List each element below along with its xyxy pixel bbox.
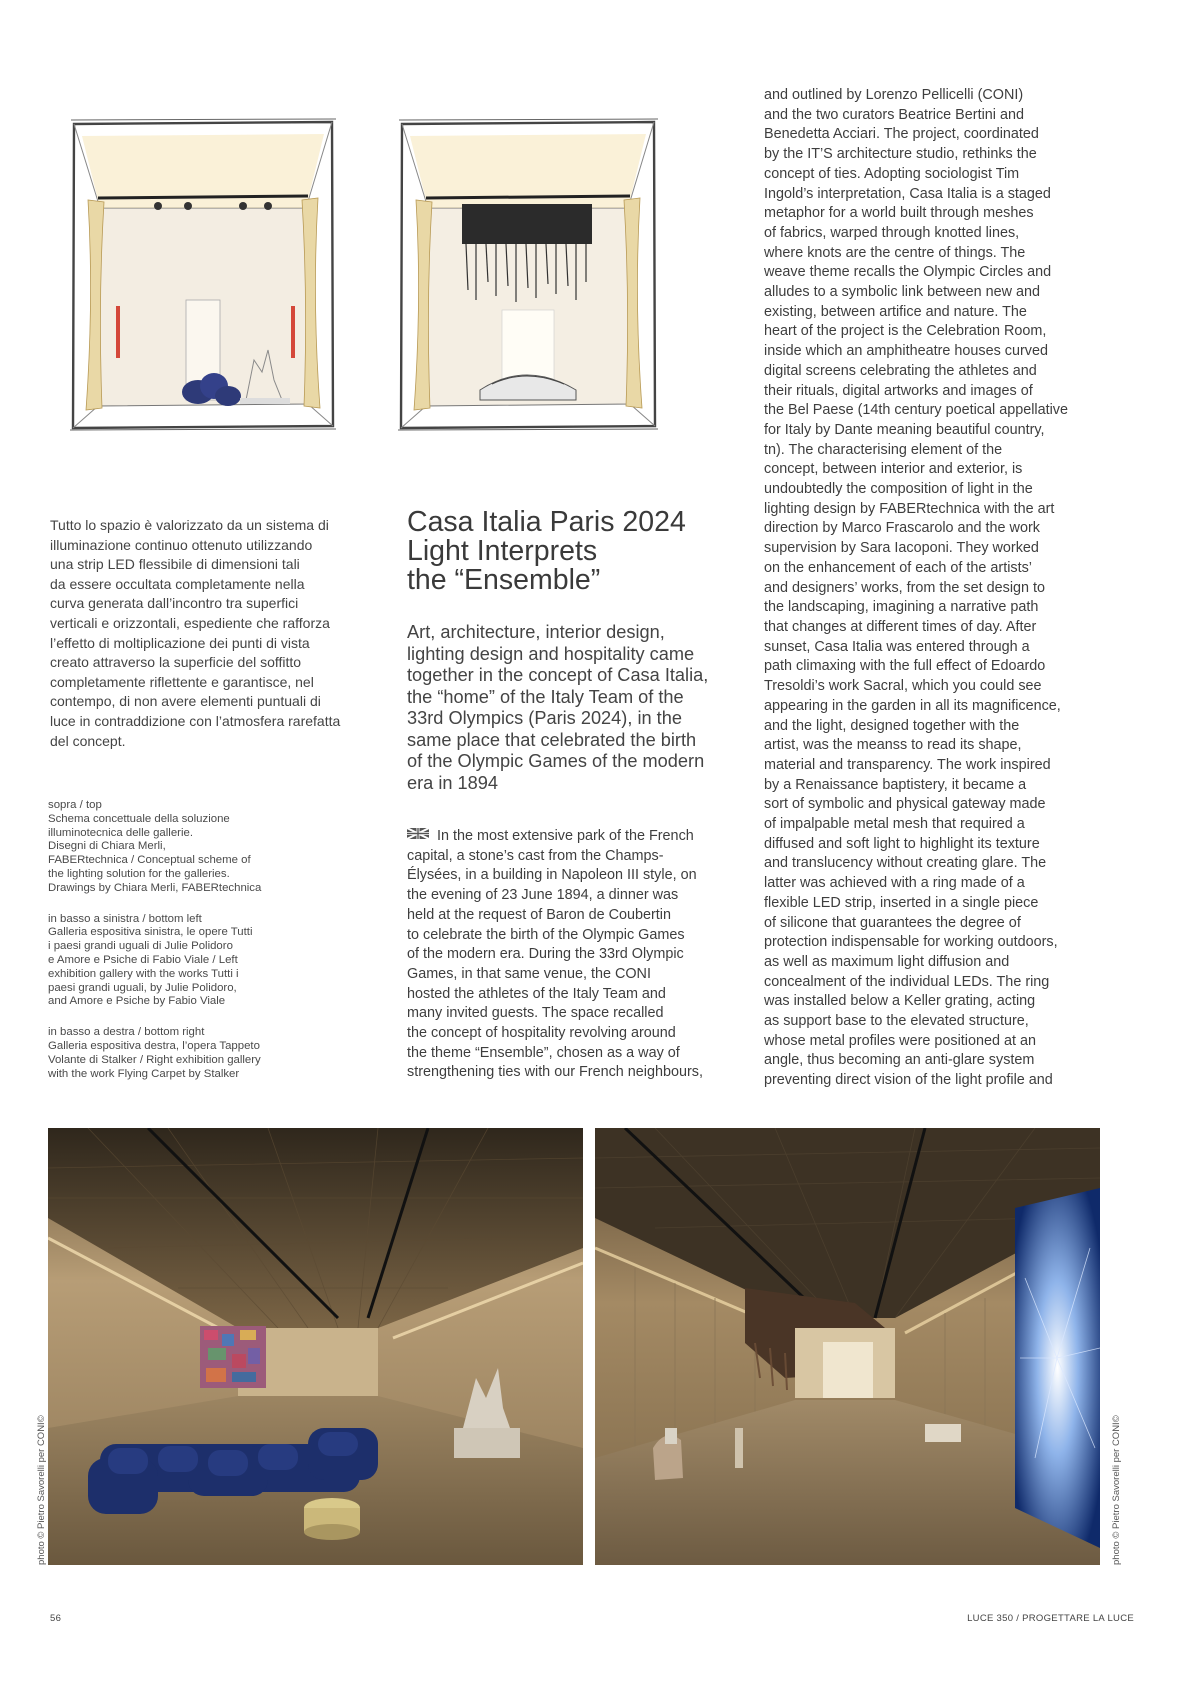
photo-right-gallery	[595, 1128, 1100, 1565]
body-line: the Bel Paese (14th century poetical appellative	[764, 402, 1068, 419]
running-footer: LUCE 350 / PROGETTARE LA LUCE	[967, 1613, 1134, 1624]
body-line: lighting design by FABERtechnica with the art	[764, 500, 1055, 517]
body-line: concealment of the individual LEDs. The ring	[764, 973, 1050, 990]
body-line: concept of ties. Adopting sociologist Tim	[764, 165, 1020, 182]
body-line: digital screens celebrating the athletes and	[764, 362, 1037, 379]
body-line: appearing in the garden in all its magnificence,	[764, 697, 1061, 714]
sketch-right-gallery	[396, 110, 660, 432]
standfirst-line: of the Olympic Games of the modern	[407, 751, 705, 771]
title-line: Light Interprets	[407, 535, 598, 567]
caption-line: i paesi grandi uguali di Julie Polidoro	[48, 940, 233, 953]
body-line: of fabrics, warped through knotted lines,	[764, 224, 1020, 241]
body-line: where knots are the centre of things. The	[764, 244, 1026, 261]
body-line: protection indispensable for working outdoors,	[764, 934, 1058, 951]
body-line: of impalpable metal mesh that required a	[764, 816, 1025, 833]
intro-italian	[50, 516, 380, 751]
caption-line: illuminotecnica delle gallerie.	[48, 826, 193, 839]
body-line: Benedetta Acciari. The project, coordinated	[764, 126, 1039, 143]
body-line: undoubtedly the composition of light in the	[764, 481, 1033, 498]
caption-line: in basso a destra / bottom right	[48, 1026, 205, 1039]
body-line: of silicone that guarantees the degree of	[764, 914, 1021, 931]
body-line	[407, 827, 747, 847]
caption-line: and Amore e Psiche by Fabio Viale	[48, 995, 226, 1008]
body-line: Games, in that same venue, the CONI	[407, 965, 651, 982]
body-column-middle	[407, 827, 747, 1083]
body-line: tn). The characterising element of the	[764, 441, 1003, 458]
intro-it-line: creato attraverso la superficie del soffitto	[50, 654, 302, 671]
caption-line: exhibition gallery with the works Tutti i	[48, 967, 239, 980]
body-line: flexible LED strip, inserted in a single piece	[764, 894, 1039, 911]
standfirst-line: era in 1894	[407, 772, 499, 793]
body-line: artist, was the meanss to read its shape,	[764, 737, 1022, 754]
standfirst-line: Art, architecture, interior design,	[407, 622, 665, 642]
body-line: preventing direct vision of the light profile and	[764, 1072, 1053, 1089]
uk-flag-icon	[407, 828, 429, 839]
photo-credit-right: photo © Pietro Savorelli per CONI©	[1111, 1415, 1122, 1565]
intro-it-line: da essere occultata completamente nella	[50, 575, 305, 592]
intro-it-line: completamente riflettente e garantisce, nel	[50, 673, 314, 690]
caption-line: Galleria espositiva destra, l’opera Tappeto	[48, 1039, 260, 1052]
body-line: as well as maximum light diffusion and	[764, 953, 1010, 970]
body-line: as support base to the elevated structure,	[764, 1013, 1029, 1030]
body-line: and designers’ works, from the set design to	[764, 579, 1046, 596]
intro-it-line: verticali e orizzontali, espediente che rafforza	[50, 614, 330, 631]
body-line: material and transparency. The work inspired	[764, 756, 1051, 773]
page-number: 56	[50, 1613, 62, 1624]
body-line: many invited guests. The space recalled	[407, 1005, 664, 1022]
caption-line: Drawings by Chiara Merli, FABERtechnica	[48, 881, 262, 894]
body-line: the landscaping, imagining a narrative path	[764, 599, 1039, 616]
body-line: sunset, Casa Italia was entered through a	[764, 638, 1030, 655]
body-line: Ingold’s interpretation, Casa Italia is a staged	[764, 185, 1051, 202]
body-line: alludes to a symbolic link between new and	[764, 284, 1040, 301]
title-line: Casa Italia Paris 2024	[407, 506, 686, 538]
body-line: concept, between interior and exterior, is	[764, 461, 1023, 478]
standfirst-line: together in the concept of Casa Italia,	[407, 665, 709, 685]
caption-line: FABERtechnica / Conceptual scheme of	[48, 854, 251, 867]
body-line: direction by Marco Frascarolo and the work	[764, 520, 1040, 537]
caption-line: Disegni di Chiara Merli,	[48, 840, 166, 853]
caption-line: Galleria espositiva sinistra, le opere Tutti	[48, 926, 253, 939]
intro-it-line: curva generata dall’incontro tra superfici	[50, 595, 299, 612]
caption-line: with the work Flying Carpet by Stalker	[48, 1067, 240, 1080]
body-line: of the modern era. During the 33rd Olympic	[407, 946, 684, 963]
caption-line: the lighting solution for the galleries.	[48, 867, 230, 880]
standfirst-line: same place that celebrated the birth	[407, 729, 697, 750]
body-line: path climaxing with the full effect of Edoardo	[764, 658, 1046, 675]
body-line: and the two curators Beatrice Bertini and	[764, 106, 1024, 123]
article-title	[407, 508, 747, 595]
standfirst-line: lighting design and hospitality came	[407, 643, 695, 664]
body-line: whose metal profiles were positioned at an	[764, 1032, 1036, 1049]
intro-it-line: illuminazione continuo ottenuto utilizzando	[50, 536, 313, 553]
intro-it-line: Tutto lo spazio è valorizzato da un sistema di	[50, 517, 329, 533]
body-line: and translucency without creating glare. The	[764, 855, 1047, 872]
body-line-text: In the most extensive park of the French	[437, 828, 694, 844]
body-line: diffused and soft light to highlight its texture	[764, 835, 1040, 852]
body-line: the evening of 23 June 1894, a dinner was	[407, 887, 679, 904]
body-line: their rituals, digital artworks and images of	[764, 382, 1033, 399]
body-line: weave theme recalls the Olympic Circles and	[764, 264, 1052, 281]
body-column-right	[764, 86, 1109, 1091]
standfirst	[407, 622, 752, 794]
caption-line: Volante di Stalker / Right exhibition gallery	[48, 1053, 261, 1066]
body-line: supervision by Sara Iacoponi. They worked	[764, 540, 1039, 557]
body-line: for Italy by Dante meaning beautiful country,	[764, 421, 1045, 438]
photo-captions	[48, 799, 368, 1098]
sketch-left-gallery	[68, 110, 338, 432]
body-line: capital, a stone’s cast from the Champs-	[407, 847, 664, 864]
caption-line: Schema concettuale della soluzione	[48, 812, 230, 825]
intro-it-line: l’effetto di moltiplicazione dei punti di vista	[50, 634, 310, 651]
body-line: hosted the athletes of the Italy Team and	[407, 985, 666, 1002]
standfirst-line: the “home” of the Italy Team of the	[407, 686, 684, 707]
caption-top	[48, 799, 368, 896]
body-line: and the light, designed together with the	[764, 717, 1020, 734]
body-line: existing, between artifice and nature. The	[764, 303, 1027, 320]
body-line: by a Renaissance baptistery, it became a	[764, 776, 1027, 793]
body-line: angle, thus becoming an anti-glare system	[764, 1052, 1035, 1069]
body-line: and outlined by Lorenzo Pellicelli (CONI)	[764, 87, 1024, 103]
body-line: inside which an amphitheatre houses curved	[764, 343, 1048, 360]
body-line: by the IT’S architecture studio, rethinks the	[764, 146, 1037, 163]
title-line: the “Ensemble”	[407, 564, 601, 596]
body-line: the concept of hospitality revolving around	[407, 1025, 676, 1042]
body-line: heart of the project is the Celebration Room,	[764, 323, 1047, 340]
caption-line: paesi grandi uguali, by Julie Polidoro,	[48, 981, 237, 994]
body-line: latter was achieved with a ring made of a	[764, 875, 1025, 892]
body-line: the theme “Ensemble”, chosen as a way of	[407, 1044, 680, 1061]
body-line: sort of symbolic and physical gateway made	[764, 796, 1046, 813]
body-line: Élysées, in a building in Napoleon III style, on	[407, 867, 697, 884]
body-line: was installed below a Keller grating, acting	[764, 993, 1036, 1010]
caption-bottom-left	[48, 913, 368, 1010]
body-line: on the enhancement of each of the artists’	[764, 559, 1032, 576]
body-line: that changes at different times of day. After	[764, 618, 1037, 635]
caption-line: in basso a sinistra / bottom left	[48, 912, 202, 925]
intro-it-line: contempo, di non avere elementi puntuali di	[50, 693, 321, 710]
body-line: to celebrate the birth of the Olympic Games	[407, 926, 685, 943]
caption-line: sopra / top	[48, 799, 102, 811]
body-line: Tresoldi’s work Sacral, which you could see	[764, 678, 1042, 695]
photo-left-gallery	[48, 1128, 583, 1565]
intro-it-line: una strip LED flessibile di dimensioni tali	[50, 556, 300, 573]
body-line: strengthening ties with our French neighbours,	[407, 1064, 703, 1081]
body-line: metaphor for a world built through meshes	[764, 205, 1034, 222]
body-line: held at the request of Baron de Coubertin	[407, 906, 672, 923]
photo-credit-left: photo © Pietro Savorelli per CONI©	[36, 1415, 47, 1565]
intro-it-line: luce in contraddizione con l’atmosfera rarefatta	[50, 712, 341, 729]
standfirst-line: 33rd Olympics (Paris 2024), in the	[407, 708, 682, 728]
caption-bottom-right	[48, 1026, 368, 1081]
intro-it-line: del concept.	[50, 732, 126, 749]
caption-line: e Amore e Psiche di Fabio Viale / Left	[48, 953, 238, 966]
